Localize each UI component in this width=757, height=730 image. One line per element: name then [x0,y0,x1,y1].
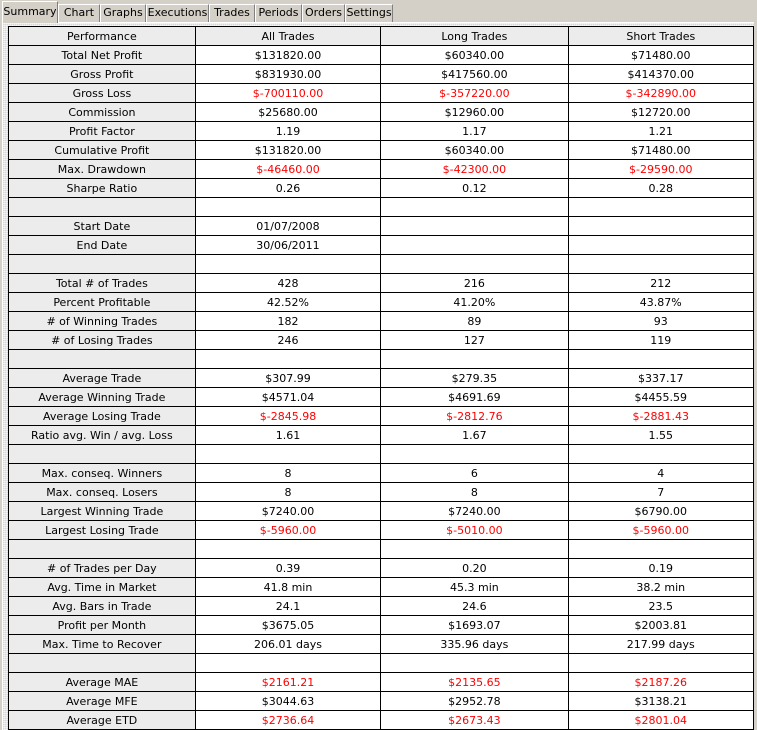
short-trades-cell: $6790.00 [568,502,753,521]
short-trades-cell: $-29590.00 [568,160,753,179]
long-trades-cell [381,654,568,673]
short-trades-cell: $2801.04 [568,711,753,730]
long-trades-cell: $4691.69 [381,388,568,407]
all-trades-cell: 1.19 [195,122,380,141]
short-trades-cell: $2187.26 [568,673,753,692]
short-trades-cell: $-2881.43 [568,407,753,426]
all-trades-cell: $307.99 [195,369,380,388]
label-cell: # of Losing Trades [9,331,196,350]
label-cell: Ratio avg. Win / avg. Loss [9,426,196,445]
short-trades-cell: 119 [568,331,753,350]
all-trades-cell: $-46460.00 [195,160,380,179]
performance-table [8,26,754,730]
label-cell: Max. Time to Recover [9,635,196,654]
long-trades-cell: 24.6 [381,597,568,616]
short-trades-cell: $414370.00 [568,65,753,84]
short-trades-cell: 7 [568,483,753,502]
short-trades-cell [568,445,753,464]
all-trades-cell [195,255,380,274]
header-row [9,27,754,46]
label-cell: Gross Profit [9,65,196,84]
long-trades-cell [381,236,568,255]
all-trades-cell: $2736.64 [195,711,380,730]
spacer-row [9,350,754,369]
header-short-trades: Short Trades [568,27,753,46]
long-trades-cell: $279.35 [381,369,568,388]
long-trades-cell: 1.67 [381,426,568,445]
spacer-row [9,255,754,274]
all-trades-cell: 30/06/2011 [195,236,380,255]
long-trades-cell: $-2812.76 [381,407,568,426]
table-row [9,597,754,616]
label-cell: Total # of Trades [9,274,196,293]
all-trades-cell: 0.39 [195,559,380,578]
all-trades-cell [195,654,380,673]
table-row [9,559,754,578]
all-trades-cell: 41.8 min [195,578,380,597]
all-trades-cell: 428 [195,274,380,293]
short-trades-cell: 38.2 min [568,578,753,597]
short-trades-cell [568,654,753,673]
short-trades-cell: 0.28 [568,179,753,198]
label-cell [9,255,196,274]
table-row [9,673,754,692]
label-cell: Percent Profitable [9,293,196,312]
label-cell: Average Trade [9,369,196,388]
all-trades-cell: $-700110.00 [195,84,380,103]
all-trades-cell: $3044.63 [195,692,380,711]
long-trades-cell: $-42300.00 [381,160,568,179]
label-cell: # of Winning Trades [9,312,196,331]
long-trades-cell: $12960.00 [381,103,568,122]
label-cell: Max. Drawdown [9,160,196,179]
all-trades-cell: $3675.05 [195,616,380,635]
header-all-trades: All Trades [195,27,380,46]
all-trades-cell: $-5960.00 [195,521,380,540]
short-trades-cell: $-342890.00 [568,84,753,103]
performance-table-body [9,27,754,730]
all-trades-cell [195,198,380,217]
short-trades-cell [568,198,753,217]
table-row [9,369,754,388]
table-row [9,616,754,635]
long-trades-cell: 45.3 min [381,578,568,597]
label-cell: Average ETD [9,711,196,730]
tab-graphs[interactable]: Graphs [100,4,146,22]
label-cell: Sharpe Ratio [9,179,196,198]
long-trades-cell [381,255,568,274]
summary-panel [2,22,754,730]
long-trades-cell: $2135.65 [381,673,568,692]
long-trades-cell: $7240.00 [381,502,568,521]
all-trades-cell: 8 [195,464,380,483]
all-trades-cell: $831930.00 [195,65,380,84]
short-trades-cell: $4455.59 [568,388,753,407]
all-trades-cell: 0.26 [195,179,380,198]
short-trades-cell: 93 [568,312,753,331]
table-row [9,46,754,65]
long-trades-cell: $-357220.00 [381,84,568,103]
short-trades-cell: 1.55 [568,426,753,445]
all-trades-cell: $7240.00 [195,502,380,521]
header-long-trades: Long Trades [381,27,568,46]
short-trades-cell: 212 [568,274,753,293]
tab-settings[interactable]: Settings [345,4,393,22]
label-cell: # of Trades per Day [9,559,196,578]
long-trades-cell: 1.17 [381,122,568,141]
all-trades-cell [195,445,380,464]
table-row [9,692,754,711]
label-cell: Gross Loss [9,84,196,103]
tab-trades[interactable]: Trades [209,4,255,22]
all-trades-cell [195,350,380,369]
all-trades-cell: 01/07/2008 [195,217,380,236]
short-trades-cell: $71480.00 [568,141,753,160]
short-trades-cell [568,217,753,236]
table-row [9,635,754,654]
table-row [9,464,754,483]
long-trades-cell: $2673.43 [381,711,568,730]
label-cell: Commission [9,103,196,122]
label-cell: Max. conseq. Winners [9,464,196,483]
spacer-row [9,198,754,217]
short-trades-cell: $2003.81 [568,616,753,635]
short-trades-cell: $71480.00 [568,46,753,65]
label-cell [9,350,196,369]
label-cell: Profit Factor [9,122,196,141]
label-cell: Profit per Month [9,616,196,635]
table-row [9,217,754,236]
table-row [9,274,754,293]
all-trades-cell: $131820.00 [195,46,380,65]
long-trades-cell: 0.20 [381,559,568,578]
table-row [9,103,754,122]
long-trades-cell: 6 [381,464,568,483]
long-trades-cell: $417560.00 [381,65,568,84]
short-trades-cell [568,540,753,559]
table-row [9,711,754,730]
table-row [9,521,754,540]
label-cell: Avg. Time in Market [9,578,196,597]
table-row [9,578,754,597]
all-trades-cell: $25680.00 [195,103,380,122]
all-trades-cell: $2161.21 [195,673,380,692]
long-trades-cell: 127 [381,331,568,350]
spacer-row [9,654,754,673]
label-cell: Start Date [9,217,196,236]
long-trades-cell [381,350,568,369]
short-trades-cell: 23.5 [568,597,753,616]
label-cell [9,198,196,217]
long-trades-cell [381,198,568,217]
all-trades-cell: 8 [195,483,380,502]
table-row [9,388,754,407]
long-trades-cell: 0.12 [381,179,568,198]
label-cell [9,654,196,673]
label-cell: Average Winning Trade [9,388,196,407]
all-trades-cell: $-2845.98 [195,407,380,426]
tab-orders[interactable]: Orders [302,4,345,22]
long-trades-cell: $2952.78 [381,692,568,711]
long-trades-cell [381,217,568,236]
all-trades-cell: 206.01 days [195,635,380,654]
label-cell [9,445,196,464]
all-trades-cell: 24.1 [195,597,380,616]
table-row [9,426,754,445]
table-row [9,84,754,103]
long-trades-cell: 8 [381,483,568,502]
short-trades-cell: 1.21 [568,122,753,141]
label-cell: Largest Losing Trade [9,521,196,540]
long-trades-cell: 216 [381,274,568,293]
long-trades-cell: 89 [381,312,568,331]
long-trades-cell: $60340.00 [381,141,568,160]
tab-executions[interactable]: Executions [146,4,209,22]
short-trades-cell [568,255,753,274]
long-trades-cell: $60340.00 [381,46,568,65]
table-row [9,502,754,521]
tab-periods[interactable]: Periods [255,4,302,22]
label-cell: Avg. Bars in Trade [9,597,196,616]
short-trades-cell: $12720.00 [568,103,753,122]
table-row [9,65,754,84]
tab-chart[interactable]: Chart [58,4,100,22]
label-cell: Average MFE [9,692,196,711]
short-trades-cell: 43.87% [568,293,753,312]
label-cell: Max. conseq. Losers [9,483,196,502]
all-trades-cell: $131820.00 [195,141,380,160]
table-row [9,293,754,312]
short-trades-cell: $3138.21 [568,692,753,711]
label-cell: Largest Winning Trade [9,502,196,521]
all-trades-cell [195,540,380,559]
short-trades-cell: $337.17 [568,369,753,388]
short-trades-cell: 217.99 days [568,635,753,654]
table-row [9,160,754,179]
long-trades-cell [381,445,568,464]
all-trades-cell: $4571.04 [195,388,380,407]
table-row [9,312,754,331]
label-cell: Total Net Profit [9,46,196,65]
table-row [9,407,754,426]
short-trades-cell [568,350,753,369]
label-cell: Cumulative Profit [9,141,196,160]
table-row [9,236,754,255]
label-cell: End Date [9,236,196,255]
spacer-row [9,540,754,559]
short-trades-cell [568,236,753,255]
spacer-row [9,445,754,464]
tab-bar [0,0,757,23]
long-trades-cell: 335.96 days [381,635,568,654]
table-row [9,122,754,141]
label-cell: Average Losing Trade [9,407,196,426]
table-row [9,331,754,350]
all-trades-cell: 1.61 [195,426,380,445]
short-trades-cell: 0.19 [568,559,753,578]
all-trades-cell: 246 [195,331,380,350]
long-trades-cell [381,540,568,559]
long-trades-cell: 41.20% [381,293,568,312]
tab-summary[interactable]: Summary [2,1,58,23]
header-performance: Performance [9,27,196,46]
short-trades-cell: $-5960.00 [568,521,753,540]
table-row [9,483,754,502]
table-row [9,179,754,198]
long-trades-cell: $-5010.00 [381,521,568,540]
short-trades-cell: 4 [568,464,753,483]
label-cell: Average MAE [9,673,196,692]
label-cell [9,540,196,559]
table-row [9,141,754,160]
all-trades-cell: 42.52% [195,293,380,312]
all-trades-cell: 182 [195,312,380,331]
long-trades-cell: $1693.07 [381,616,568,635]
